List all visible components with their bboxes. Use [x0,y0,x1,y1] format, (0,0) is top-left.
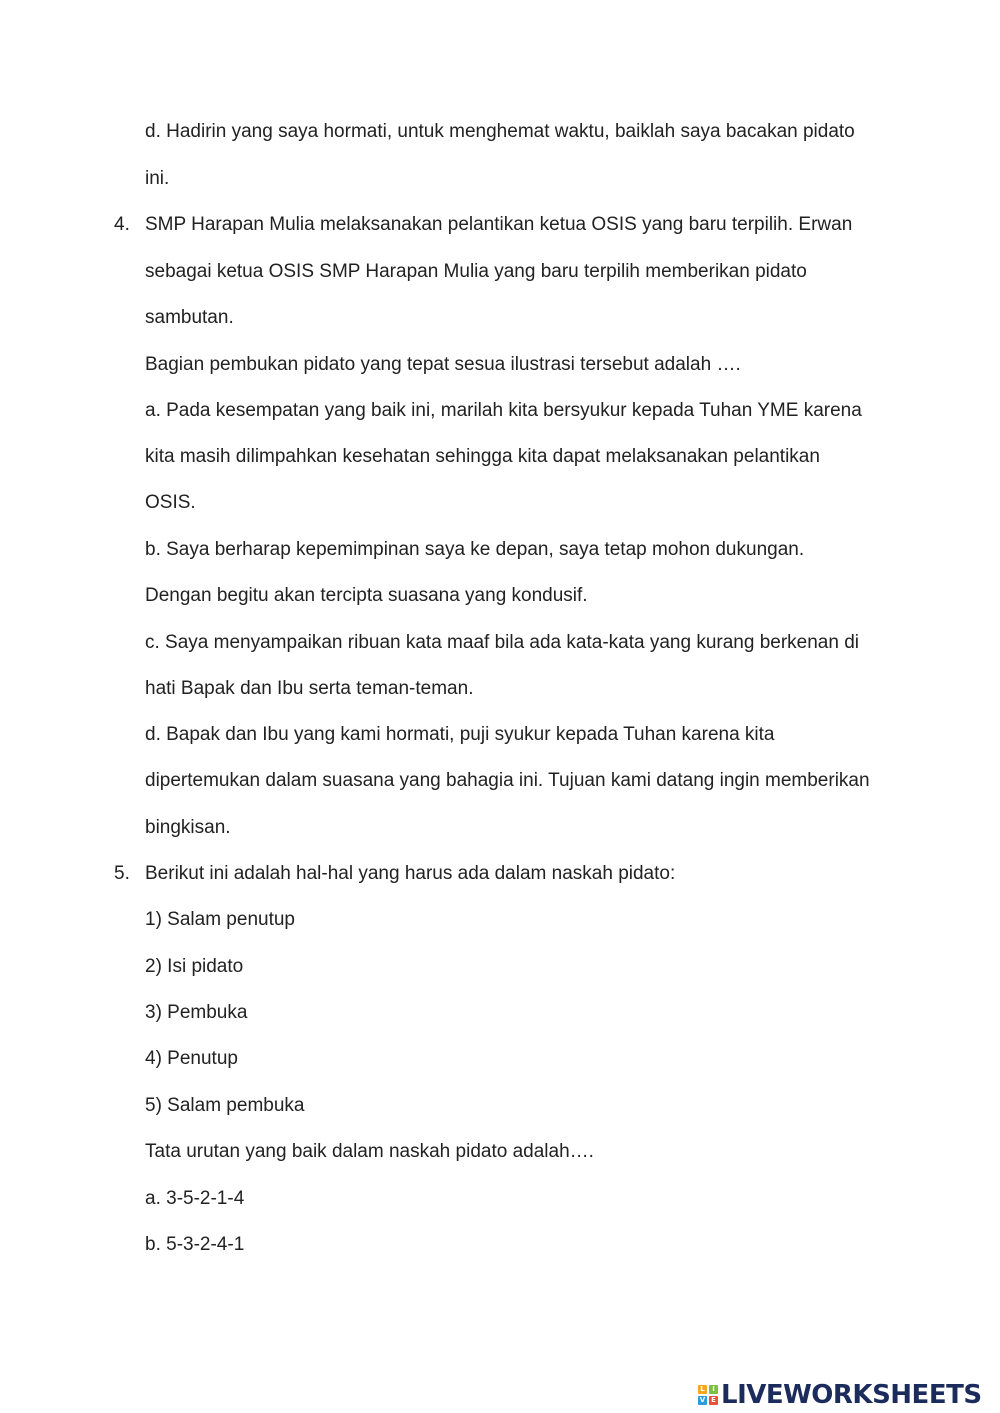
liveworksheets-logo[interactable] [698,1380,982,1410]
q5-option-b: b. 5-3-2-4-1 [145,1234,245,1255]
q5-item-2: 2) Isi pidato [145,956,244,977]
q4-option-a-line-1: a. Pada kesempatan yang baik ini, marilah kita bersyukur kepada Tuhan YME karena [145,400,862,421]
q5-stem: Berikut ini adalah hal-hal yang harus ada dalam naskah pidato: [145,863,676,884]
q4-option-c-line-1: c. Saya menyampaikan ribuan kata maaf bila ada kata-kata yang kurang berkenan di [145,632,859,653]
q4-stem-line-1: SMP Harapan Mulia melaksanakan pelantikan ketua OSIS yang baru terpilih. Erwan [145,214,853,235]
logo-grid-icon [698,1385,718,1405]
q4-option-d-line-2: dipertemukan dalam suasana yang bahagia ini. Tujuan kami datang ingin memberikan [145,770,870,791]
q5-item-4: 4) Penutup [145,1048,238,1069]
logo-square-i: I [709,1385,718,1394]
q4-stem-line-3: sambutan. [145,307,234,328]
q5-item-3: 3) Pembuka [145,1002,248,1023]
q5-option-a: a. 3-5-2-1-4 [145,1188,245,1209]
q4-option-b-line-1: b. Saya berharap kepemimpinan saya ke depan, saya tetap mohon dukungan. [145,539,805,560]
logo-square-e: E [709,1396,718,1405]
q4-option-c-line-2: hati Bapak dan Ibu serta teman-teman. [145,678,474,699]
q5-question: Tata urutan yang baik dalam naskah pidato adalah…. [145,1141,594,1162]
q5-number: 5. [114,863,130,884]
q4-stem-line-2: sebagai ketua OSIS SMP Harapan Mulia yang baru terpilih memberikan pidato [145,261,807,282]
logo-square-v: V [699,1396,706,1404]
q3-option-d-line-1: d. Hadirin yang saya hormati, untuk menghemat waktu, baiklah saya bacakan pidato [145,121,855,142]
q4-question: Bagian pembukan pidato yang tepat sesua ilustrasi tersebut adalah …. [145,354,741,375]
q5-item-5: 5) Salam pembuka [145,1095,305,1116]
q3-option-d-line-2: ini. [145,168,170,189]
q4-number: 4. [114,214,130,235]
logo-square-l: L [698,1385,707,1394]
q4-option-b-line-2: Dengan begitu akan tercipta suasana yang kondusif. [145,585,588,606]
q4-option-d-line-3: bingkisan. [145,817,231,838]
q4-option-a-line-2: kita masih dilimpahkan kesehatan sehingga kita dapat melaksanakan pelantikan [145,446,820,467]
q4-option-a-line-3: OSIS. [145,492,196,513]
q4-option-d-line-1: d. Bapak dan Ibu yang kami hormati, puji syukur kepada Tuhan karena kita [145,724,775,745]
q5-item-1: 1) Salam penutup [145,909,295,930]
logo-text: LIVEWORKSHEETS [721,1380,982,1410]
